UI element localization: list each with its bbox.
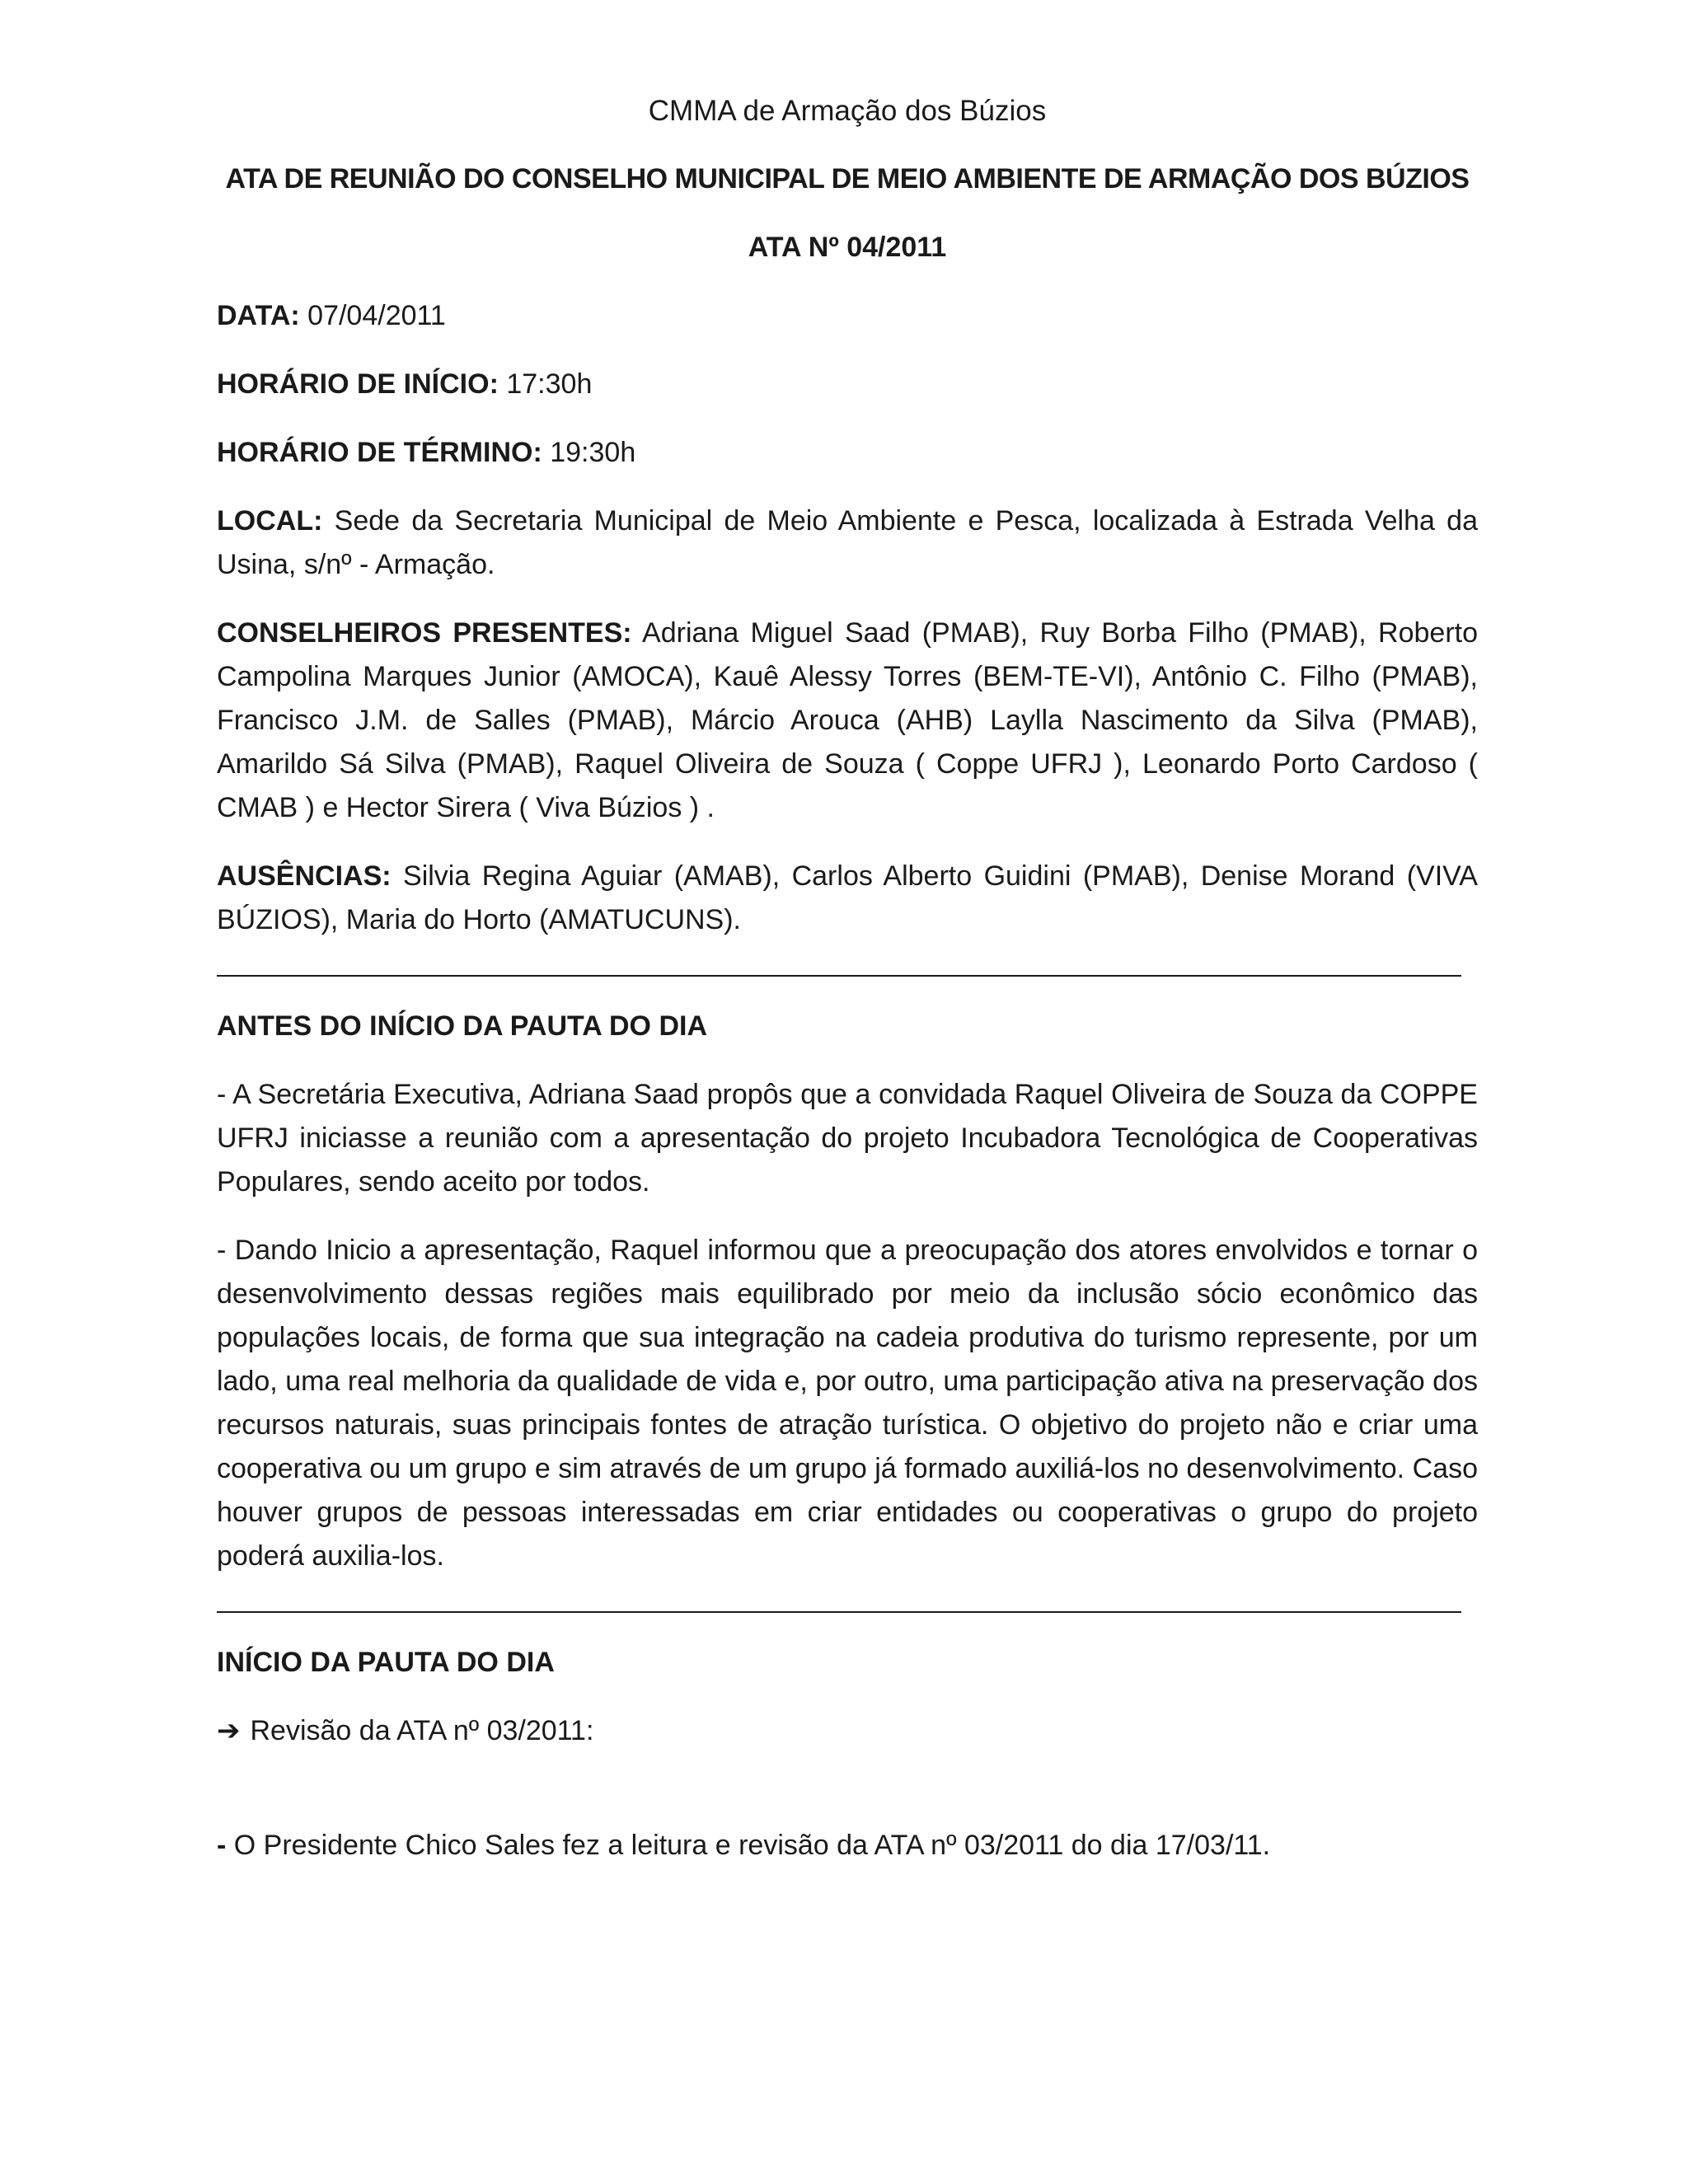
document-page	[217, 89, 1478, 1892]
section-before-paragraph: - A Secretária Executiva, Adriana Saad propôs que a convidada Raquel Oliveira de Souza da COPPE UFRJ iniciasse a reunião com a apresentação do projeto Incubadora Tecnológica de Cooperativas Populares, sendo aceito por todos.	[217, 1079, 1478, 1197]
field-presentes	[217, 612, 1478, 830]
divider	[217, 1611, 1461, 1613]
field-ausencias	[217, 855, 1478, 942]
field-data-value: 07/04/2011	[307, 300, 446, 331]
field-data-label: DATA:	[217, 300, 300, 331]
field-inicio	[217, 363, 1478, 406]
section-start-title: INÍCIO DA PAUTA DO DIA	[217, 1647, 555, 1678]
document-header: CMMA de Armação dos Búzios	[648, 95, 1047, 127]
spacer	[217, 1778, 1478, 1824]
agenda-item-label: Revisão da ATA nº 03/2011:	[250, 1715, 594, 1746]
field-local-value: Sede da Secretaria Municipal de Meio Ambiente e Pesca, localizada à Estrada Velha da Usina, s/nº - Armação.	[217, 505, 1478, 580]
field-presentes-value: Adriana Miguel Saad (PMAB), Ruy Borba Filho (PMAB), Roberto Campolina Marques Junior (AMOCA), Kauê Alessy Torres (BEM-TE-VI), Antônio C. Filho (PMAB), Francisco J.M. de Salles (PMAB), Márcio Arouca (AHB) Laylla Nascimento da Silva (PMAB), Amarildo Sá Silva (PMAB), Raquel Oliveira de Souza ( Coppe UFRJ ), Leonardo Porto Cardoso ( CMAB ) e Hector Sirera ( Viva Búzios ) .	[217, 617, 1478, 823]
document-title: ATA DE REUNIÃO DO CONSELHO MUNICIPAL DE MEIO AMBIENTE DE ARMAÇÃO DOS BÚZIOS	[225, 163, 1470, 194]
field-presentes-label: CONSELHEIROS PRESENTES:	[217, 617, 632, 649]
ata-number: ATA Nº 04/2011	[748, 232, 947, 263]
section-start-paragraph	[217, 1824, 1478, 1868]
section-start-paragraph-text: O Presidente Chico Sales fez a leitura e revisão da ATA nº 03/2011 do dia 17/03/11.	[226, 1830, 1271, 1861]
field-inicio-value: 17:30h	[506, 368, 593, 400]
section-before-paragraph: - Dando Inicio a apresentação, Raquel informou que a preocupação dos atores envolvidos e tornar o desenvolvimento dessas regiões mais equilibrado por meio da inclusão sócio econômico das populações locais, de forma que sua integração na cadeia produtiva do turismo represente, por um lado, uma real melhoria da qualidade de vida e, por outro, uma participação ativa na preservação dos recursos naturais, suas principais fontes de atração turística. O objetivo do projeto não e criar uma cooperativa ou um grupo e sim através de um grupo já formado auxiliá-los no desenvolvimento. Caso houver grupos de pessoas interessadas em criar entidades ou cooperativas o grupo do projeto poderá auxilia-los.	[217, 1235, 1478, 1572]
field-termino	[217, 431, 1478, 475]
field-inicio-label: HORÁRIO DE INÍCIO:	[217, 368, 499, 400]
field-termino-value: 19:30h	[550, 437, 636, 468]
bullet-dash: -	[217, 1830, 227, 1861]
divider	[217, 975, 1461, 977]
field-ausencias-value: Silvia Regina Aguiar (AMAB), Carlos Alberto Guidini (PMAB), Denise Morand (VIVA BÚZIOS), Maria do Horto (AMATUCUNS).	[217, 860, 1478, 935]
field-data	[217, 294, 1478, 338]
field-ausencias-label: AUSÊNCIAS:	[217, 860, 392, 892]
field-local-label: LOCAL:	[217, 505, 323, 537]
arrow-right-icon: ➔	[217, 1715, 241, 1746]
section-before-title: ANTES DO INÍCIO DA PAUTA DO DIA	[217, 1010, 707, 1042]
field-termino-label: HORÁRIO DE TÉRMINO:	[217, 437, 542, 468]
agenda-item	[217, 1709, 1478, 1753]
field-local	[217, 499, 1478, 587]
